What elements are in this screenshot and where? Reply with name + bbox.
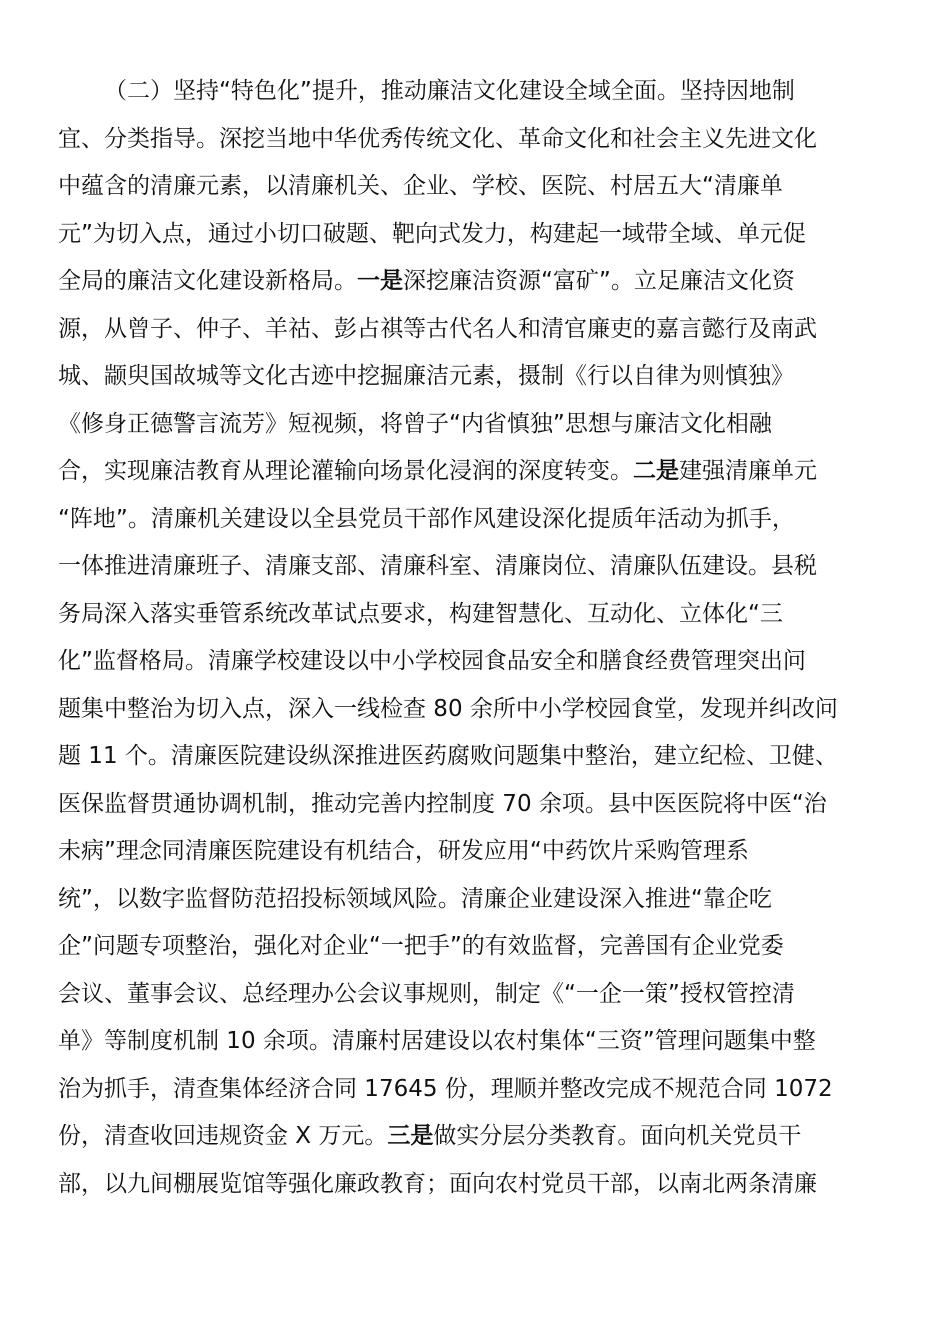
text-run: 元”为切入点，通过小切口破题、靶向式发力，构建起一域带全域、单元促 [58, 220, 806, 247]
text-run: 题集中整治为切入点，深入一线检查 80 余所中小学校园食堂，发现并纠改问 [58, 695, 838, 722]
text-run: 未病”理念同清廉医院建设有机结合，研发应用“中药饮片采购管理系 [58, 838, 749, 864]
text-run: 治为抓手，清查集体经济合同 17645 份，理顺并整改完成不规范合同 1072 [58, 1075, 833, 1102]
text-line [58, 163, 898, 211]
text-run: 单》等制度机制 10 余项。清廉村居建设以农村集体“三资”管理问题集中整 [58, 1028, 816, 1054]
text-line [58, 591, 898, 639]
bold-marker-second: 二是 [633, 458, 679, 484]
text-run: 宜、分类指导。深挖当地中华优秀传统文化、革命文化和社会主义先进文化 [58, 125, 817, 152]
text-line [58, 68, 898, 116]
text-line [58, 448, 898, 496]
text-line [58, 258, 898, 306]
text-line [58, 971, 898, 1019]
text-line [58, 686, 898, 734]
text-run: 建强清廉单元 [679, 458, 817, 484]
text-line [58, 876, 898, 924]
text-line [58, 211, 898, 259]
text-line [58, 1113, 898, 1161]
text-run: 会议、董事会议、总经理办公会议事规则，制定《“一企一策”授权管控清 [58, 980, 795, 1007]
text-line [58, 828, 898, 876]
text-line [58, 306, 898, 354]
text-run: 统”，以数字监督防范招投标领域风险。清廉企业建设深入推进“靠企吃 [58, 885, 772, 912]
text-run: “阵地”。清廉机关建设以全县党员干部作风建设深化提质年活动为抓手， [58, 505, 795, 532]
text-line [58, 401, 898, 449]
text-line [58, 923, 898, 971]
text-run: 城、颛臾国故城等文化古迹中挖掘廉洁元素，摄制《行以自律为则慎独》 [58, 363, 794, 389]
text-line [58, 1066, 898, 1114]
text-run: 做实分层分类教育。面向机关党员干 [433, 1123, 802, 1149]
text-run: 深挖廉洁资源“富矿”。立足廉洁文化资 [403, 268, 795, 294]
text-line [58, 496, 898, 544]
text-run: 企”问题专项整治，强化对企业“一把手”的有效监督，完善国有企业党委 [58, 933, 784, 959]
body-paragraph [58, 68, 898, 1208]
text-line [58, 1161, 898, 1209]
text-run: 务局深入落实垂管系统改革试点要求，构建智慧化、互动化、立体化“三 [58, 600, 783, 627]
text-run: 题 11 个。清廉医院建设纵深推进医药腐败问题集中整治，建立纪检、卫健、 [58, 743, 838, 769]
text-run: 全局的廉洁文化建设新格局。 [58, 268, 357, 294]
text-run: 份，清查收回违规资金 X 万元。 [58, 1123, 388, 1149]
text-run: 《修身正德警言流芳》短视频，将曾子“内省慎独”思想与廉洁文化相融 [58, 410, 772, 437]
text-line [58, 638, 898, 686]
text-line [58, 733, 898, 781]
text-line [58, 353, 898, 401]
text-run: 一体推进清廉班子、清廉支部、清廉科室、清廉岗位、清廉队伍建设。县税 [58, 553, 817, 579]
text-line [58, 116, 898, 164]
text-line [58, 1018, 898, 1066]
text-line [58, 781, 898, 829]
text-run: 化”监督格局。清廉学校建设以中小学校园食品安全和膳食经费管理突出问 [58, 648, 806, 674]
text-run: 医保监督贯通协调机制，推动完善内控制度 70 余项。县中医医院将中医“治 [58, 790, 827, 817]
text-run: 部，以九间棚展览馆等强化廉政教育；面向农村党员干部，以南北两条清廉 [58, 1170, 817, 1197]
text-run: 源，从曾子、仲子、羊祜、彭占祺等古代名人和清官廉吏的嘉言懿行及南武 [58, 315, 817, 342]
text-run: （二）坚持“特色化”提升，推动廉洁文化建设全域全面。坚持因地制 [104, 78, 795, 104]
text-line [58, 543, 898, 591]
text-run: 中蕴含的清廉元素，以清廉机关、企业、学校、医院、村居五大“清廉单 [58, 173, 783, 199]
bold-marker-third: 三是 [387, 1123, 434, 1149]
text-run: 合，实现廉洁教育从理论灌输向场景化浸润的深度转变。 [58, 458, 633, 484]
bold-marker-first: 一是 [357, 268, 403, 294]
